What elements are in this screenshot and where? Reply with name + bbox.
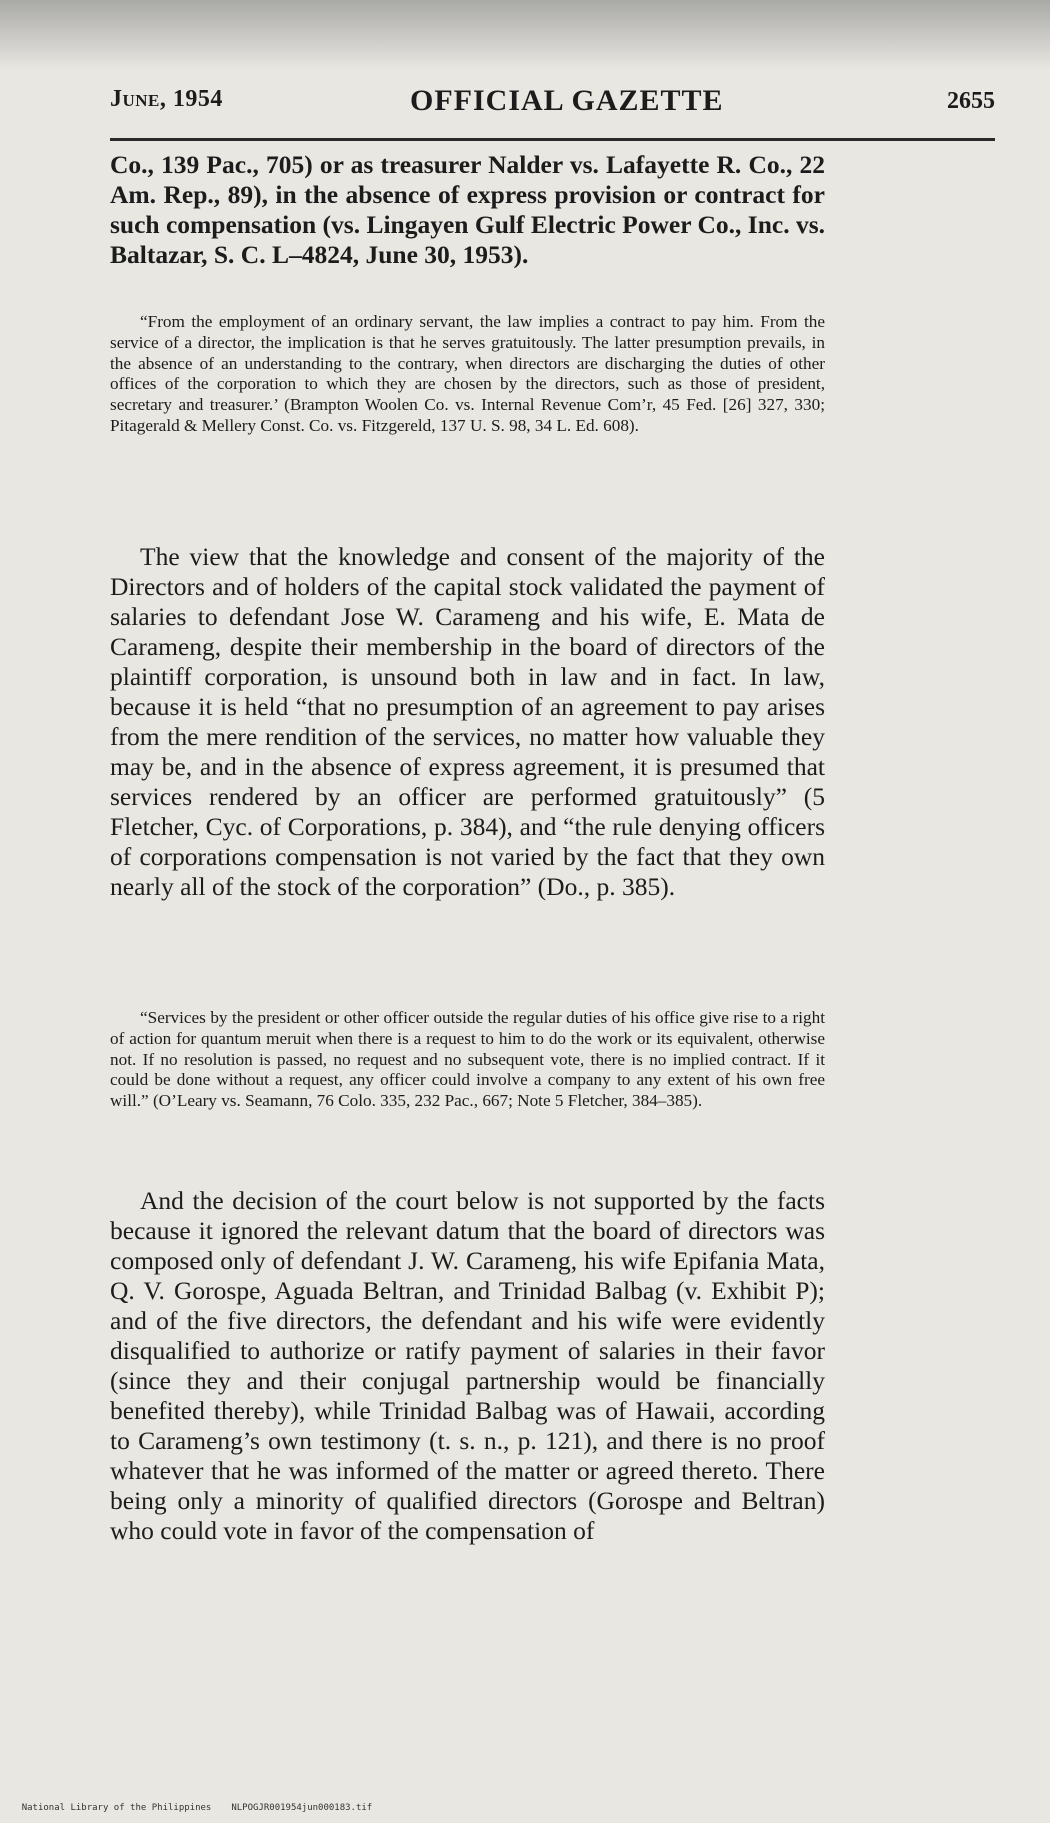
quote-1-text: “From the employment of an ordinary servant, the law implies a contract to pay him. From the service of a director, the implication is that he serves gratuitously. The latter presumption prevails, in the absence of an understanding to the contrary, when directors are discharging the duties of other offices of the corporation to which they are chosen by the directors, such as those of president, secretary and treasurer.’ (Brampton Woolen Co. vs. Internal Revenue Com’r, 45 Fed. [26] 327, 330; Pitagerald & Mellery Const. Co. vs. Fitzgereld, 137 U. S. 98, 34 L. Ed. 608). (110, 312, 825, 435)
footer-file-name: NLPOGJR001954jun000183.tif (231, 1803, 373, 1813)
paragraph-1-text: The view that the knowledge and consent of the majority of the Directors and of holders of the capital stock validated the payment of salaries to defendant Jose W. Carameng and his wife, E. Mata de Carameng, despite their membership in the board of directors of the plaintiff corporation, is unsound both in law and in fact. In law, because it is held “that no presumption of an agreement to pay arises from the mere rendition of the services, no matter how valuable they may be, and in the absence of express agreement, it is presumed that services rendered by an officer are performed gratuitously” (5 Fletcher, Cyc. of Corporations, p. 384), and “the rule denying officers of corporations compensation is not varied by the fact that they own nearly all of the stock of the corporation” (Do., p. 385). (110, 542, 825, 901)
header-publication-title: OFFICIAL GAZETTE (410, 84, 724, 117)
quote-2-text: “Services by the president or other officer outside the regular duties of his office give rise to a right of action for quantum meruit when there is a request to him to do the work or its equivalent, otherwise not. If no resolution is passed, no request and no subsequent vote, there is no implied contract. If it could be done without a request, any officer could involve a company to any extent of his own free will.” (O’Leary vs. Seamann, 76 Colo. 335, 232 Pac., 667; Note 5 Fletcher, 384–385). (110, 1008, 825, 1111)
intro-paragraph (110, 150, 825, 270)
scan-footer (0, 1793, 392, 1823)
header-page-number: 2655 (947, 88, 995, 114)
header-rule (110, 138, 995, 141)
block-quote-1 (110, 312, 825, 437)
intro-text: Co., 139 Pac., 705) or as treasurer Nalder vs. Lafayette R. Co., 22 Am. Rep., 89), in the absence of express provision or contract for such compensation (vs. Lingayen Gulf Electric Power Co., Inc. vs. Baltazar, S. C. L–4824, June 30, 1953). (110, 150, 825, 269)
body-paragraph-2 (110, 1186, 825, 1546)
header-date: June, 1954 (110, 86, 223, 112)
block-quote-2 (110, 1008, 825, 1112)
paragraph-2-text: And the decision of the court below is not supported by the facts because it ignored the relevant datum that the board of directors was composed only of defendant J. W. Carameng, his wife Epifania Mata, Q. V. Gorospe, Aguada Beltran, and Trinidad Balbag (v. Exhibit P); and of the five directors, the defendant and his wife were evidently disqualified to authorize or ratify payment of salaries in their favor (since they and their conjugal partnership would be financially benefited thereby), while Trinidad Balbag was of Hawaii, according to Carameng’s own testimony (t. s. n., p. 121), and there is no proof whatever that he was informed of the matter or agreed thereto. There being only a minority of qualified directors (Gorospe and Beltran) who could vote in favor of the compensation of (110, 1186, 825, 1545)
footer-library: National Library of the Philippines (21, 1803, 212, 1813)
body-paragraph-1 (110, 542, 825, 902)
page-header (110, 82, 1000, 128)
